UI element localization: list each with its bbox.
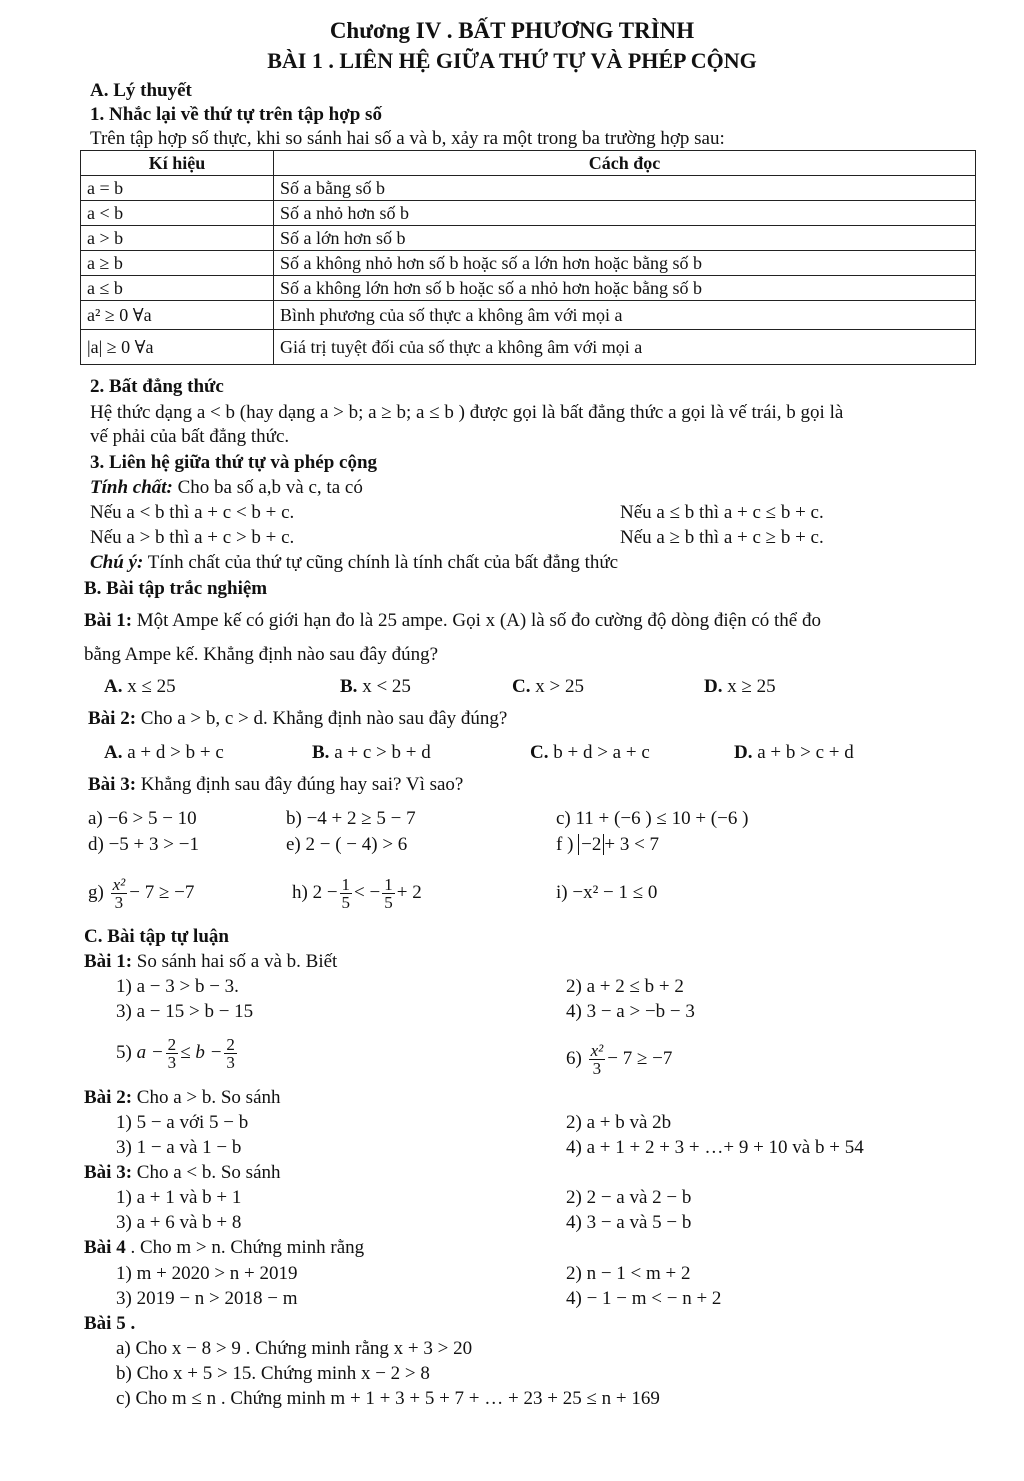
essay-4-item-4: 4) − 1 − m < − n + 2 <box>566 1288 722 1309</box>
item-rest: − 7 ≥ −7 <box>129 881 195 903</box>
table-row <box>81 276 976 301</box>
essay-1-text: So sánh hai số a và b. Biết <box>132 951 338 972</box>
mcq-3-item-c: c) 11 + (−6 ) ≤ 10 + (−6 ) <box>556 808 749 829</box>
option-key: A. <box>104 742 123 763</box>
table-cell-reading: Số a không lớn hơn số b hoặc số a nhỏ hơn hoặc bằng số b <box>274 276 976 301</box>
mcq-2-question <box>88 708 507 730</box>
mcq-3-item-a: a) −6 > 5 − 10 <box>88 808 197 829</box>
fraction <box>340 876 353 911</box>
fraction-numerator: x² <box>112 875 126 894</box>
option-text: x ≤ 25 <box>122 676 176 697</box>
item-label: h) <box>292 881 308 903</box>
item-label: g) <box>88 881 104 903</box>
mcq-3-item-b: b) −4 + 2 ≥ 5 − 7 <box>286 808 416 829</box>
note-text: Tính chất của thứ tự cũng chính là tính chất của bất đẳng thức <box>143 552 619 573</box>
chapter-title: Chương IV . BẤT PHƯƠNG TRÌNH <box>329 18 695 43</box>
table-row <box>81 226 976 251</box>
mcq-1-option-a <box>104 676 176 698</box>
essay-5-item-c: c) Cho m ≤ n . Chứng minh m + 1 + 3 + 5 + 7 + … + 23 + 25 ≤ n + 169 <box>116 1388 660 1409</box>
table-cell-symbol: |a| ≥ 0 ∀a <box>81 330 274 365</box>
subsection-1-title: 1. Nhắc lại về thứ tự trên tập hợp số <box>90 104 382 125</box>
option-key: B. <box>312 742 330 763</box>
option-key: A. <box>104 676 123 697</box>
option-text: x > 25 <box>530 676 584 697</box>
fraction-numerator: 1 <box>384 875 393 894</box>
table-cell-reading: Số a lớn hơn số b <box>274 226 976 251</box>
essay-3-item-4: 4) 3 − a và 5 − b <box>566 1212 692 1233</box>
mcq-1-option-b <box>340 676 411 698</box>
essay-2-label: Bài 2: <box>84 1087 133 1108</box>
essay-3-item-1: 1) a + 1 và b + 1 <box>116 1187 242 1208</box>
fraction <box>166 1036 179 1071</box>
essay-4-label: Bài 4 <box>84 1237 126 1258</box>
fraction-denominator: 5 <box>341 893 351 912</box>
fraction-denominator: 3 <box>592 1059 602 1078</box>
mcq-3-text: Khẳng định sau đây đúng hay sai? Vì sao? <box>136 774 464 795</box>
item-mid: ≤ b − <box>180 1041 223 1063</box>
essay-2-item-4: 4) a + 1 + 2 + 3 + …+ 9 + 10 và b + 54 <box>566 1137 864 1158</box>
essay-4-prompt <box>84 1237 364 1259</box>
item-label: 6) <box>566 1047 582 1069</box>
subsection-1-intro: Trên tập hợp số thực, khi so sánh hai số a và b, xảy ra một trong ba trường hợp sau: <box>90 128 725 149</box>
essay-1-item-4: 4) 3 − a > −b − 3 <box>566 1001 695 1022</box>
property-right-2: Nếu a ≥ b thì a + c ≥ b + c. <box>620 527 824 548</box>
mcq-2-option-a <box>104 742 224 764</box>
option-key: C. <box>512 676 531 697</box>
item-label: 5) <box>116 1041 132 1063</box>
inequality-definition-cont: vế phải của bất đẳng thức. <box>90 426 290 447</box>
table-cell-symbol: a ≤ b <box>81 276 274 301</box>
lesson-title: BÀI 1 . LIÊN HỆ GIỮA THỨ TỰ VÀ PHÉP CỘNG <box>267 48 757 73</box>
option-text: a + d > b + c <box>122 742 224 763</box>
table-row <box>81 176 976 201</box>
mcq-1-label: Bài 1: <box>84 610 133 631</box>
essay-4-item-2: 2) n − 1 < m + 2 <box>566 1263 691 1284</box>
essay-2-item-2: 2) a + b và 2b <box>566 1112 672 1133</box>
fraction-numerator: 2 <box>226 1035 235 1054</box>
property-left-2: Nếu a > b thì a + c > b + c. <box>90 527 295 548</box>
property-text: Cho ba số a,b và c, ta có <box>172 477 363 498</box>
essay-2-item-1: 1) 5 − a với 5 − b <box>116 1112 249 1133</box>
essay-2-text: Cho a > b. So sánh <box>132 1087 281 1108</box>
mcq-1-option-c <box>512 676 584 698</box>
item-rest: + 3 < 7 <box>604 834 660 855</box>
table-row <box>81 251 976 276</box>
subsection-3-title: 3. Liên hệ giữa thứ tự và phép cộng <box>90 452 378 473</box>
fraction <box>382 876 395 911</box>
mcq-1-option-d <box>704 676 776 698</box>
essay-3-item-2: 2) 2 − a và 2 − b <box>566 1187 692 1208</box>
fraction-numerator: 1 <box>341 875 351 894</box>
table-cell-reading: Bình phương của số thực a không âm với mọi a <box>274 301 976 330</box>
mcq-2-text: Cho a > b, c > d. Khẳng định nào sau đây đúng? <box>136 708 508 729</box>
table-cell-symbol: a > b <box>81 226 274 251</box>
fraction-denominator: 3 <box>226 1053 235 1072</box>
mcq-1-text: Một Ampe kế có giới hạn đo là 25 ampe. Gọi x (A) là số đo cường độ dòng điện có thể đo <box>132 610 821 631</box>
item-label: f ) <box>556 834 574 855</box>
essay-1-item-1: 1) a − 3 > b − 3. <box>116 976 239 997</box>
option-key: C. <box>530 742 549 763</box>
item-rest: − 7 ≥ −7 <box>607 1047 673 1069</box>
option-key: D. <box>734 742 753 763</box>
mcq-3-item-g <box>88 876 194 911</box>
essay-4-item-1: 1) m + 2020 > n + 2019 <box>116 1263 298 1284</box>
table-cell-reading: Số a không nhỏ hơn số b hoặc số a lớn hơn hoặc bằng số b <box>274 251 976 276</box>
essay-3-label: Bài 3: <box>84 1162 133 1183</box>
property-left-1: Nếu a < b thì a + c < b + c. <box>90 502 295 523</box>
essay-1-item-2: 2) a + 2 ≤ b + 2 <box>566 976 684 997</box>
mcq-2-label: Bài 2: <box>88 708 137 729</box>
option-key: D. <box>704 676 723 697</box>
table-cell-symbol: a < b <box>81 201 274 226</box>
essay-5-label: Bài 5 . <box>84 1313 136 1334</box>
fraction <box>224 1036 237 1071</box>
table-cell-symbol: a = b <box>81 176 274 201</box>
subsection-2-title: 2. Bất đẳng thức <box>90 376 224 397</box>
option-text: b + d > a + c <box>548 742 650 763</box>
item-rest: + 2 <box>396 881 422 903</box>
mcq-2-option-b <box>312 742 431 764</box>
section-a-heading: A. Lý thuyết <box>90 80 192 101</box>
fraction-numerator: x² <box>590 1041 604 1060</box>
table-cell-symbol: a² ≥ 0 ∀a <box>81 301 274 330</box>
essay-2-item-3: 3) 1 − a và 1 − b <box>116 1137 242 1158</box>
option-key: B. <box>340 676 358 697</box>
item-pre: a − <box>136 1041 164 1063</box>
section-c-heading: C. Bài tập tự luận <box>84 926 229 947</box>
mcq-3-item-e: e) 2 − ( − 4) > 6 <box>286 834 408 855</box>
table-row <box>81 301 976 330</box>
table-row <box>81 201 976 226</box>
essay-3-item-3: 3) a + 6 và b + 8 <box>116 1212 242 1233</box>
abs-value: −2 <box>578 834 604 855</box>
fraction-denominator: 5 <box>384 893 393 912</box>
table-cell-reading: Số a bằng số b <box>274 176 976 201</box>
mcq-3-question <box>88 774 463 796</box>
essay-3-prompt <box>84 1162 281 1184</box>
essay-1-item-3: 3) a − 15 > b − 15 <box>116 1001 254 1022</box>
essay-1-item-6 <box>566 1042 672 1077</box>
fraction-denominator: 3 <box>114 893 124 912</box>
essay-1-item-5 <box>116 1036 239 1071</box>
inequality-definition: Hệ thức dạng a < b (hay dạng a > b; a ≥ b; a ≤ b ) được gọi là bất đẳng thức a gọi là vế trái, b gọi là <box>90 402 844 423</box>
essay-1-label: Bài 1: <box>84 951 133 972</box>
note-label: Chú ý: <box>90 552 144 573</box>
mcq-3-label: Bài 3: <box>88 774 137 795</box>
mcq-1-question-cont: bằng Ampe kế. Khẳng định nào sau đây đúng? <box>84 644 439 665</box>
mcq-3-item-i: i) −x² − 1 ≤ 0 <box>556 882 658 903</box>
essay-5-item-b: b) Cho x + 5 > 15. Chứng minh x − 2 > 8 <box>116 1363 430 1384</box>
mcq-2-option-c <box>530 742 650 764</box>
section-b-heading: B. Bài tập trắc nghiệm <box>84 578 268 599</box>
mcq-3-item-f <box>556 834 659 856</box>
option-text: a + b > c + d <box>752 742 854 763</box>
property-label: Tính chất: <box>90 477 173 498</box>
option-text: x < 25 <box>357 676 411 697</box>
property-intro <box>90 477 363 499</box>
mcq-3-item-h <box>292 876 422 911</box>
table-header-reading: Cách đọc <box>274 151 976 176</box>
note <box>90 552 618 574</box>
fraction <box>111 876 128 911</box>
option-text: a + c > b + d <box>329 742 431 763</box>
essay-4-text: . Cho m > n. Chứng minh rằng <box>125 1237 365 1258</box>
table-header-row <box>81 151 976 176</box>
essay-2-prompt <box>84 1087 281 1109</box>
mcq-3-item-d: d) −5 + 3 > −1 <box>88 834 199 855</box>
fraction-numerator: 2 <box>167 1035 177 1054</box>
essay-5-item-a: a) Cho x − 8 > 9 . Chứng minh rằng x + 3 > 20 <box>116 1338 473 1359</box>
item-mid: < − <box>354 881 381 903</box>
table-cell-symbol: a ≥ b <box>81 251 274 276</box>
property-right-1: Nếu a ≤ b thì a + c ≤ b + c. <box>620 502 824 523</box>
symbol-table <box>80 150 976 365</box>
essay-4-item-3: 3) 2019 − n > 2018 − m <box>116 1288 298 1309</box>
fraction <box>589 1042 606 1077</box>
mcq-2-option-d <box>734 742 854 764</box>
essay-1-prompt <box>84 951 337 973</box>
table-cell-reading: Giá trị tuyệt đối của số thực a không âm với mọi a <box>274 330 976 365</box>
essay-3-text: Cho a < b. So sánh <box>132 1162 281 1183</box>
fraction-denominator: 3 <box>167 1053 177 1072</box>
item-pre: 2 − <box>312 881 338 903</box>
mcq-1-question <box>84 610 821 632</box>
option-text: x ≥ 25 <box>722 676 776 697</box>
table-cell-reading: Số a nhỏ hơn số b <box>274 201 976 226</box>
table-header-symbol: Kí hiệu <box>81 151 274 176</box>
table-row <box>81 330 976 365</box>
